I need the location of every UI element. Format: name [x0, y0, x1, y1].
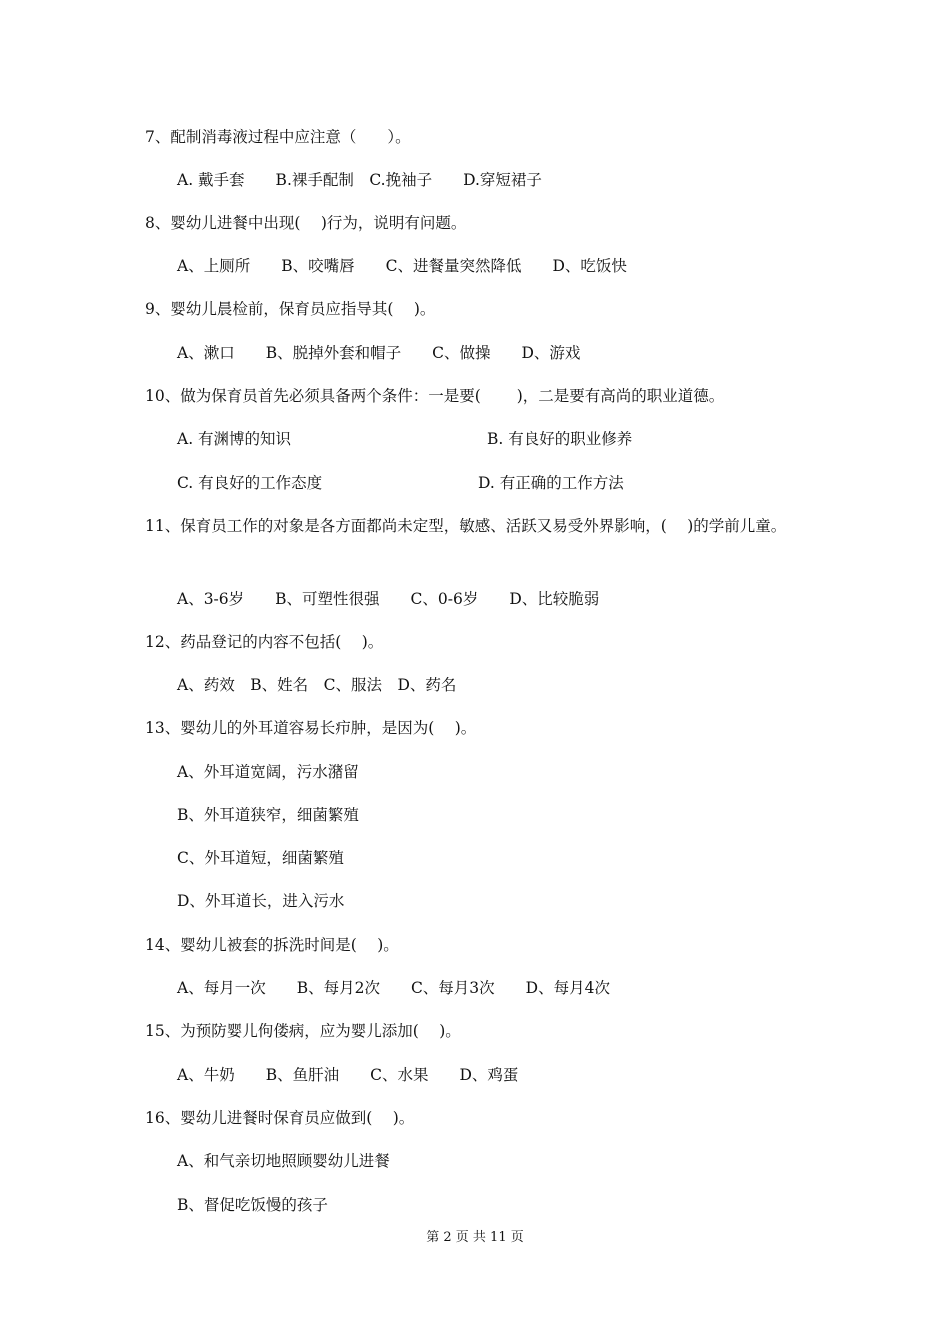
question-14: 14、婴幼儿被套的拆洗时间是( )。 — [145, 936, 399, 954]
question-13-option-a: A、外耳道宽阔，污水潴留 — [177, 763, 359, 781]
question-10-option-d: D. 有正确的工作方法 — [478, 474, 624, 492]
question-8-options: A、上厕所 B、咬嘴唇 C、进餐量突然降低 D、吃饭快 — [177, 257, 627, 275]
question-10: 10、做为保育员首先必须具备两个条件：一是要( )，二是要有高尚的职业道德。 — [145, 387, 725, 405]
question-8: 8、婴幼儿进餐中出现( )行为，说明有问题。 — [145, 214, 467, 232]
question-7-options: A. 戴手套 B.裸手配制 C.挽袖子 D.穿短裙子 — [177, 171, 542, 189]
question-11-options: A、3-6岁 B、可塑性很强 C、0-6岁 D、比较脆弱 — [177, 590, 600, 608]
question-16-option-a: A、和气亲切地照顾婴幼儿进餐 — [177, 1152, 390, 1170]
question-16-option-b: B、督促吃饭慢的孩子 — [177, 1196, 328, 1214]
question-12: 12、药品登记的内容不包括( )。 — [145, 633, 384, 651]
question-9: 9、婴幼儿晨检前，保育员应指导其( )。 — [145, 300, 436, 318]
question-14-options: A、每月一次 B、每月2次 C、每月3次 D、每月4次 — [177, 979, 610, 997]
question-10-option-b: B. 有良好的职业修养 — [487, 430, 633, 448]
question-15: 15、为预防婴儿佝偻病，应为婴儿添加( )。 — [145, 1022, 461, 1040]
question-13-option-b: B、外耳道狭窄，细菌繁殖 — [177, 806, 359, 824]
question-7: 7、配制消毒液过程中应注意（ ）。 — [145, 128, 411, 146]
question-10-option-c: C. 有良好的工作态度 — [177, 474, 323, 492]
page-footer: 第 2 页 共 11 页 — [426, 1230, 524, 1245]
question-13-option-d: D、外耳道长，进入污水 — [177, 892, 345, 910]
question-15-options: A、牛奶 B、鱼肝油 C、水果 D、鸡蛋 — [177, 1066, 519, 1084]
question-16: 16、婴幼儿进餐时保育员应做到( )。 — [145, 1109, 415, 1127]
question-13: 13、婴幼儿的外耳道容易长疖肿，是因为( )。 — [145, 719, 477, 737]
question-9-options: A、漱口 B、脱掉外套和帽子 C、做操 D、游戏 — [177, 344, 581, 362]
question-12-options: A、药效 B、姓名 C、服法 D、药名 — [177, 676, 457, 694]
question-13-option-c: C、外耳道短，细菌繁殖 — [177, 849, 344, 867]
question-11: 11、保育员工作的对象是各方面都尚未定型，敏感、活跃又易受外界影响，( )的学前儿童。 — [145, 517, 787, 535]
question-10-option-a: A. 有渊博的知识 — [177, 430, 292, 448]
